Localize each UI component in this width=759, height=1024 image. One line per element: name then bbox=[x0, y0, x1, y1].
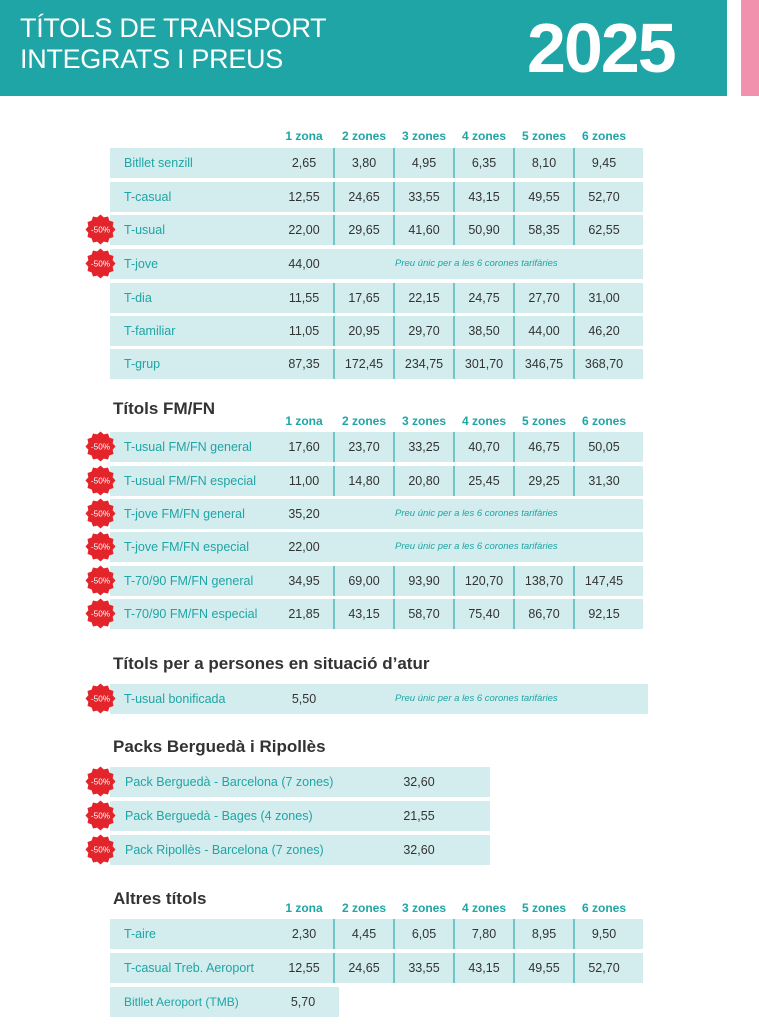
zone-header-fm-3: 3 zones bbox=[401, 414, 446, 428]
zone-header-fm-4: 4 zones bbox=[461, 414, 506, 428]
section-title-fm: Títols FM/FN bbox=[113, 399, 215, 418]
column-divider bbox=[393, 182, 395, 212]
column-divider bbox=[333, 599, 335, 629]
price-cell: 49,55 bbox=[528, 961, 560, 975]
price-cell: 17,60 bbox=[288, 440, 320, 454]
column-divider bbox=[393, 148, 395, 178]
column-divider bbox=[393, 349, 395, 379]
discount-badge-label: -50% bbox=[90, 694, 111, 704]
ticket-name: Bitllet senzill bbox=[124, 156, 193, 170]
price-cell: 172,45 bbox=[344, 357, 384, 371]
column-divider bbox=[393, 919, 395, 949]
zone-header-fm-2: 2 zones bbox=[341, 414, 386, 428]
discount-badge-icon bbox=[85, 498, 116, 529]
discount-badge-icon bbox=[85, 598, 116, 629]
price-cell: 11,05 bbox=[288, 324, 320, 338]
column-divider bbox=[333, 316, 335, 346]
column-divider bbox=[453, 316, 455, 346]
discount-badge-icon bbox=[85, 766, 116, 797]
column-divider bbox=[453, 599, 455, 629]
column-divider bbox=[513, 215, 515, 245]
ticket-name: T-usual FM/FN especial bbox=[124, 474, 256, 488]
ticket-name: T-jove bbox=[124, 257, 159, 271]
discount-badge-label: -50% bbox=[90, 845, 111, 855]
price-cell: 32,60 bbox=[403, 843, 435, 857]
discount-badge-icon bbox=[85, 834, 116, 865]
table-row bbox=[110, 249, 643, 279]
ticket-name: T-casual bbox=[124, 190, 172, 204]
column-divider bbox=[573, 148, 575, 178]
price-cell: 52,70 bbox=[588, 190, 620, 204]
price-cell: 43,15 bbox=[468, 961, 500, 975]
price-cell: 21,55 bbox=[403, 809, 435, 823]
column-divider bbox=[513, 953, 515, 983]
price-cell: 25,45 bbox=[468, 474, 500, 488]
price-cell: 4,45 bbox=[351, 927, 377, 941]
column-divider bbox=[573, 349, 575, 379]
column-divider bbox=[453, 215, 455, 245]
column-divider bbox=[513, 466, 515, 496]
price-cell: 58,70 bbox=[408, 607, 440, 621]
column-divider bbox=[333, 349, 335, 379]
zone-header-main-5: 5 zones bbox=[521, 129, 566, 143]
price-cell: 22,00 bbox=[288, 540, 320, 554]
price-cell: 52,70 bbox=[588, 961, 620, 975]
price-cell: 35,20 bbox=[288, 507, 320, 521]
column-divider bbox=[333, 215, 335, 245]
section-title-atur: Títols per a persones en situació d’atur bbox=[113, 654, 430, 673]
price-cell: 44,00 bbox=[528, 324, 560, 338]
column-divider bbox=[513, 432, 515, 462]
price-cell: 93,90 bbox=[408, 574, 440, 588]
price-cell: 24,75 bbox=[468, 291, 500, 305]
price-cell: 8,95 bbox=[531, 927, 557, 941]
section-title-packs: Packs Berguedà i Ripollès bbox=[113, 737, 326, 756]
price-cell: 12,55 bbox=[288, 190, 320, 204]
zone-header-altres-2: 2 zones bbox=[341, 901, 386, 915]
ticket-name: T-70/90 FM/FN especial bbox=[124, 607, 258, 621]
price-cell: 138,70 bbox=[524, 574, 564, 588]
price-cell: 75,40 bbox=[468, 607, 500, 621]
ticket-name: T-grup bbox=[124, 357, 161, 371]
price-cell: 147,45 bbox=[584, 574, 624, 588]
price-cell: 49,55 bbox=[528, 190, 560, 204]
price-cell: 43,15 bbox=[468, 190, 500, 204]
price-cell: 9,50 bbox=[591, 927, 617, 941]
price-cell: 41,60 bbox=[408, 223, 440, 237]
column-divider bbox=[513, 599, 515, 629]
price-cell: 46,20 bbox=[588, 324, 620, 338]
price-cell: 11,55 bbox=[288, 291, 320, 305]
price-cell: 58,35 bbox=[528, 223, 560, 237]
zone-header-altres-6: 6 zones bbox=[581, 901, 626, 915]
ticket-name: T-casual Treb. Aeroport bbox=[124, 961, 254, 975]
page-title: TÍTOLS DE TRANSPORT INTEGRATS I PREUS bbox=[20, 13, 327, 74]
column-divider bbox=[393, 432, 395, 462]
discount-badge-label: -50% bbox=[90, 225, 111, 235]
price-cell: 24,65 bbox=[348, 190, 380, 204]
zone-header-fm-1: 1 zona bbox=[285, 414, 323, 428]
discount-badge-icon bbox=[85, 683, 116, 714]
column-divider bbox=[333, 148, 335, 178]
discount-badge-icon bbox=[85, 531, 116, 562]
single-price-note: Preu únic per a les 6 corones tarifàries bbox=[395, 693, 558, 704]
price-cell: 5,50 bbox=[291, 692, 317, 706]
column-divider bbox=[513, 148, 515, 178]
column-divider bbox=[453, 919, 455, 949]
column-divider bbox=[393, 283, 395, 313]
price-cell: 368,70 bbox=[584, 357, 624, 371]
column-divider bbox=[573, 432, 575, 462]
price-cell: 40,70 bbox=[468, 440, 500, 454]
price-cell: 31,30 bbox=[588, 474, 620, 488]
price-cell: 7,80 bbox=[471, 927, 497, 941]
discount-badge-label: -50% bbox=[90, 442, 111, 452]
price-cell: 24,65 bbox=[348, 961, 380, 975]
price-cell: 2,30 bbox=[291, 927, 317, 941]
price-cell: 50,90 bbox=[468, 223, 500, 237]
discount-badge-icon bbox=[85, 431, 116, 462]
price-cell: 69,00 bbox=[348, 574, 380, 588]
single-price-note: Preu únic per a les 6 corones tarifàries bbox=[395, 508, 558, 519]
column-divider bbox=[513, 316, 515, 346]
price-cell: 33,55 bbox=[408, 190, 440, 204]
column-divider bbox=[393, 316, 395, 346]
price-cell: 4,95 bbox=[411, 156, 437, 170]
ticket-name: T-usual bbox=[124, 223, 165, 237]
zone-header-main-3: 3 zones bbox=[401, 129, 446, 143]
price-cell: 23,70 bbox=[348, 440, 380, 454]
year-label: 2025 bbox=[527, 9, 675, 87]
column-divider bbox=[333, 466, 335, 496]
discount-badge-icon bbox=[85, 465, 116, 496]
price-cell: 33,55 bbox=[408, 961, 440, 975]
price-cell: 301,70 bbox=[464, 357, 504, 371]
column-divider bbox=[453, 432, 455, 462]
discount-badge-label: -50% bbox=[90, 777, 111, 787]
section-title-altres: Altres títols bbox=[113, 889, 207, 908]
price-cell: 32,60 bbox=[403, 775, 435, 789]
discount-badge-label: -50% bbox=[90, 609, 111, 619]
discount-badge-icon bbox=[85, 214, 116, 245]
column-divider bbox=[333, 566, 335, 596]
column-divider bbox=[573, 466, 575, 496]
price-cell: 6,35 bbox=[471, 156, 497, 170]
column-divider bbox=[333, 953, 335, 983]
column-divider bbox=[573, 182, 575, 212]
discount-badge-label: -50% bbox=[90, 811, 111, 821]
column-divider bbox=[453, 466, 455, 496]
discount-badge-label: -50% bbox=[90, 476, 111, 486]
price-cell: 87,35 bbox=[288, 357, 320, 371]
ticket-name: Bitllet Aeroport (TMB) bbox=[124, 995, 239, 1009]
price-cell: 22,00 bbox=[288, 223, 320, 237]
price-cell: 20,80 bbox=[408, 474, 440, 488]
zone-header-main-2: 2 zones bbox=[341, 129, 386, 143]
price-cell: 29,25 bbox=[528, 474, 560, 488]
column-divider bbox=[333, 283, 335, 313]
price-cell: 5,70 bbox=[290, 995, 316, 1009]
column-divider bbox=[333, 919, 335, 949]
price-cell: 92,15 bbox=[588, 607, 620, 621]
price-cell: 3,80 bbox=[351, 156, 377, 170]
single-price-note: Preu únic per a les 6 corones tarifàries bbox=[395, 258, 558, 269]
column-divider bbox=[393, 215, 395, 245]
price-cell: 22,15 bbox=[408, 291, 440, 305]
price-cell: 43,15 bbox=[348, 607, 380, 621]
price-cell: 11,00 bbox=[288, 474, 320, 488]
price-cell: 44,00 bbox=[288, 257, 320, 271]
column-divider bbox=[453, 349, 455, 379]
discount-badge-icon bbox=[85, 248, 116, 279]
price-cell: 12,55 bbox=[288, 961, 320, 975]
column-divider bbox=[453, 566, 455, 596]
column-divider bbox=[453, 182, 455, 212]
price-cell: 120,70 bbox=[464, 574, 504, 588]
price-cell: 6,05 bbox=[411, 927, 437, 941]
column-divider bbox=[333, 182, 335, 212]
discount-badge-icon bbox=[85, 565, 116, 596]
zone-header-altres-5: 5 zones bbox=[521, 901, 566, 915]
discount-badge-label: -50% bbox=[90, 259, 111, 269]
page-header bbox=[0, 0, 727, 96]
column-divider bbox=[453, 953, 455, 983]
price-cell: 8,10 bbox=[531, 156, 557, 170]
column-divider bbox=[573, 215, 575, 245]
price-cell: 29,65 bbox=[348, 223, 380, 237]
price-cell: 34,95 bbox=[288, 574, 320, 588]
zone-header-altres-4: 4 zones bbox=[461, 901, 506, 915]
column-divider bbox=[393, 466, 395, 496]
column-divider bbox=[333, 432, 335, 462]
price-cell: 38,50 bbox=[468, 324, 500, 338]
zone-header-altres-1: 1 zona bbox=[285, 901, 323, 915]
column-divider bbox=[573, 919, 575, 949]
column-divider bbox=[513, 919, 515, 949]
zone-header-altres-3: 3 zones bbox=[401, 901, 446, 915]
zone-header-main-1: 1 zona bbox=[285, 129, 323, 143]
zone-header-main-4: 4 zones bbox=[461, 129, 506, 143]
discount-badge-icon bbox=[85, 800, 116, 831]
column-divider bbox=[393, 566, 395, 596]
price-cell: 27,70 bbox=[528, 291, 560, 305]
column-divider bbox=[573, 599, 575, 629]
ticket-name: T-jove FM/FN especial bbox=[124, 540, 250, 554]
price-cell: 29,70 bbox=[408, 324, 440, 338]
pink-accent-bar bbox=[741, 0, 759, 96]
price-cell: 346,75 bbox=[524, 357, 564, 371]
column-divider bbox=[573, 566, 575, 596]
ticket-name: T-familiar bbox=[124, 324, 176, 338]
column-divider bbox=[393, 599, 395, 629]
ticket-name: Pack Berguedà - Bages (4 zones) bbox=[125, 809, 313, 823]
ticket-name: T-jove FM/FN general bbox=[124, 507, 245, 521]
price-cell: 50,05 bbox=[588, 440, 620, 454]
price-cell: 234,75 bbox=[404, 357, 444, 371]
discount-badge-label: -50% bbox=[90, 509, 111, 519]
column-divider bbox=[453, 283, 455, 313]
column-divider bbox=[393, 953, 395, 983]
ticket-name: T-70/90 FM/FN general bbox=[124, 574, 254, 588]
price-cell: 46,75 bbox=[528, 440, 560, 454]
price-cell: 20,95 bbox=[348, 324, 380, 338]
column-divider bbox=[573, 316, 575, 346]
price-cell: 33,25 bbox=[408, 440, 440, 454]
price-cell: 2,65 bbox=[291, 156, 317, 170]
column-divider bbox=[573, 953, 575, 983]
ticket-name: Pack Berguedà - Barcelona (7 zones) bbox=[125, 775, 334, 789]
single-price-note: Preu únic per a les 6 corones tarifàries bbox=[395, 541, 558, 552]
column-divider bbox=[513, 182, 515, 212]
column-divider bbox=[513, 283, 515, 313]
ticket-name: Pack Ripollès - Barcelona (7 zones) bbox=[125, 843, 324, 857]
discount-badge-label: -50% bbox=[90, 542, 111, 552]
price-cell: 21,85 bbox=[288, 607, 320, 621]
price-cell: 14,80 bbox=[348, 474, 380, 488]
ticket-name: T-usual bonificada bbox=[124, 692, 226, 706]
ticket-name: T-usual FM/FN general bbox=[124, 440, 252, 454]
price-cell: 31,00 bbox=[588, 291, 620, 305]
price-cell: 17,65 bbox=[348, 291, 380, 305]
column-divider bbox=[513, 349, 515, 379]
price-cell: 62,55 bbox=[588, 223, 620, 237]
price-cell: 9,45 bbox=[591, 156, 617, 170]
column-divider bbox=[513, 566, 515, 596]
price-cell: 86,70 bbox=[528, 607, 560, 621]
zone-header-fm-5: 5 zones bbox=[521, 414, 566, 428]
zone-header-fm-6: 6 zones bbox=[581, 414, 626, 428]
discount-badge-label: -50% bbox=[90, 576, 111, 586]
column-divider bbox=[453, 148, 455, 178]
ticket-name: T-aire bbox=[124, 927, 156, 941]
zone-header-main-6: 6 zones bbox=[581, 129, 626, 143]
column-divider bbox=[573, 283, 575, 313]
ticket-name: T-dia bbox=[124, 291, 152, 305]
